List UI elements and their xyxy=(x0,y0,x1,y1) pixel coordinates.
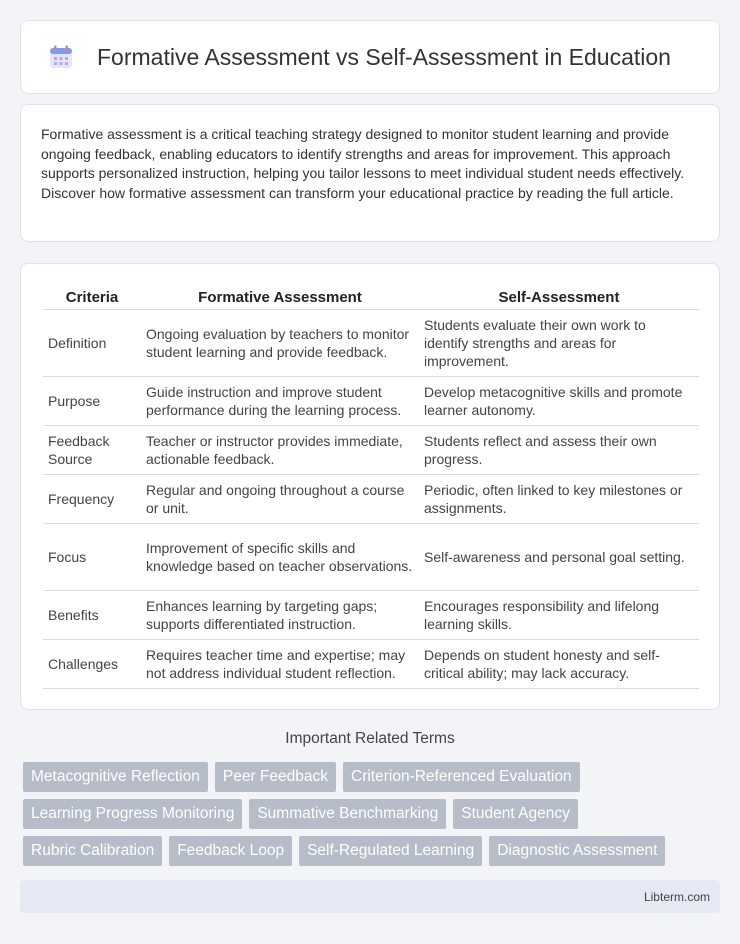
term-tag[interactable]: Metacognitive Reflection xyxy=(23,762,208,792)
column-header: Criteria xyxy=(43,287,141,309)
criteria-cell: Benefits xyxy=(43,590,141,639)
related-terms-list xyxy=(23,762,723,873)
term-tag[interactable]: Criterion-Referenced Evaluation xyxy=(343,762,580,792)
criteria-cell: Challenges xyxy=(43,639,141,688)
related-terms-title: Important Related Terms xyxy=(285,730,455,747)
formative-cell: Requires teacher time and expertise; may not address individual student reflection. xyxy=(141,639,419,688)
table-row xyxy=(43,590,699,639)
comparison-table xyxy=(43,287,699,689)
criteria-cell: Feedback Source xyxy=(43,425,141,474)
self-cell: Encourages responsibility and lifelong learning skills. xyxy=(419,590,699,639)
table-row xyxy=(43,376,699,425)
column-header: Self-Assessment xyxy=(419,287,699,309)
tag-row xyxy=(23,799,723,829)
self-cell: Depends on student honesty and self-critical ability; may lack accuracy. xyxy=(419,639,699,688)
formative-cell: Guide instruction and improve student performance during the learning process. xyxy=(141,376,419,425)
term-tag[interactable]: Feedback Loop xyxy=(169,836,292,866)
term-tag[interactable]: Learning Progress Monitoring xyxy=(23,799,242,829)
title-card xyxy=(20,20,720,94)
intro-card xyxy=(20,104,720,242)
term-tag[interactable]: Self-Regulated Learning xyxy=(299,836,482,866)
self-cell: Students evaluate their own work to identify strengths and areas for improvement. xyxy=(419,309,699,376)
formative-cell: Improvement of specific skills and knowledge based on teacher observations. xyxy=(141,523,419,590)
calendar-icon xyxy=(47,43,75,71)
table-row xyxy=(43,474,699,523)
self-cell: Periodic, often linked to key milestones or assignments. xyxy=(419,474,699,523)
column-header: Formative Assessment xyxy=(141,287,419,309)
term-tag[interactable]: Rubric Calibration xyxy=(23,836,162,866)
formative-cell: Enhances learning by targeting gaps; supports differentiated instruction. xyxy=(141,590,419,639)
table-row xyxy=(43,639,699,688)
tag-row xyxy=(23,762,723,792)
table-header-row xyxy=(43,287,699,309)
intro-text: Formative assessment is a critical teaching strategy designed to monitor student learning and provide ongoing feedback, enabling educators to identify strengths and areas for improvement. This approach supports personalized instruction, helping you tailor lessons to meet individual student needs effectively. Discover how formative assessment can transform your educational practice by reading the full article. xyxy=(41,126,685,202)
formative-cell: Teacher or instructor provides immediate, actionable feedback. xyxy=(141,425,419,474)
formative-cell: Ongoing evaluation by teachers to monitor student learning and provide feedback. xyxy=(141,309,419,376)
comparison-card xyxy=(20,263,720,710)
criteria-cell: Frequency xyxy=(43,474,141,523)
tag-row xyxy=(23,836,723,866)
self-cell: Develop metacognitive skills and promote learner autonomy. xyxy=(419,376,699,425)
footer-site-link[interactable]: Libterm.com xyxy=(643,889,710,904)
criteria-cell: Focus xyxy=(43,523,141,590)
self-cell: Students reflect and assess their own progress. xyxy=(419,425,699,474)
table-row xyxy=(43,523,699,590)
criteria-cell: Definition xyxy=(43,309,141,376)
term-tag[interactable]: Student Agency xyxy=(453,799,578,829)
self-cell: Self-awareness and personal goal setting. xyxy=(419,523,699,590)
term-tag[interactable]: Peer Feedback xyxy=(215,762,336,792)
footer xyxy=(20,880,720,913)
formative-cell: Regular and ongoing throughout a course or unit. xyxy=(141,474,419,523)
term-tag[interactable]: Summative Benchmarking xyxy=(249,799,446,829)
table-row xyxy=(43,309,699,376)
page-title: Formative Assessment vs Self-Assessment in Education xyxy=(97,43,671,70)
term-tag[interactable]: Diagnostic Assessment xyxy=(489,836,665,866)
table-row xyxy=(43,425,699,474)
criteria-cell: Purpose xyxy=(43,376,141,425)
